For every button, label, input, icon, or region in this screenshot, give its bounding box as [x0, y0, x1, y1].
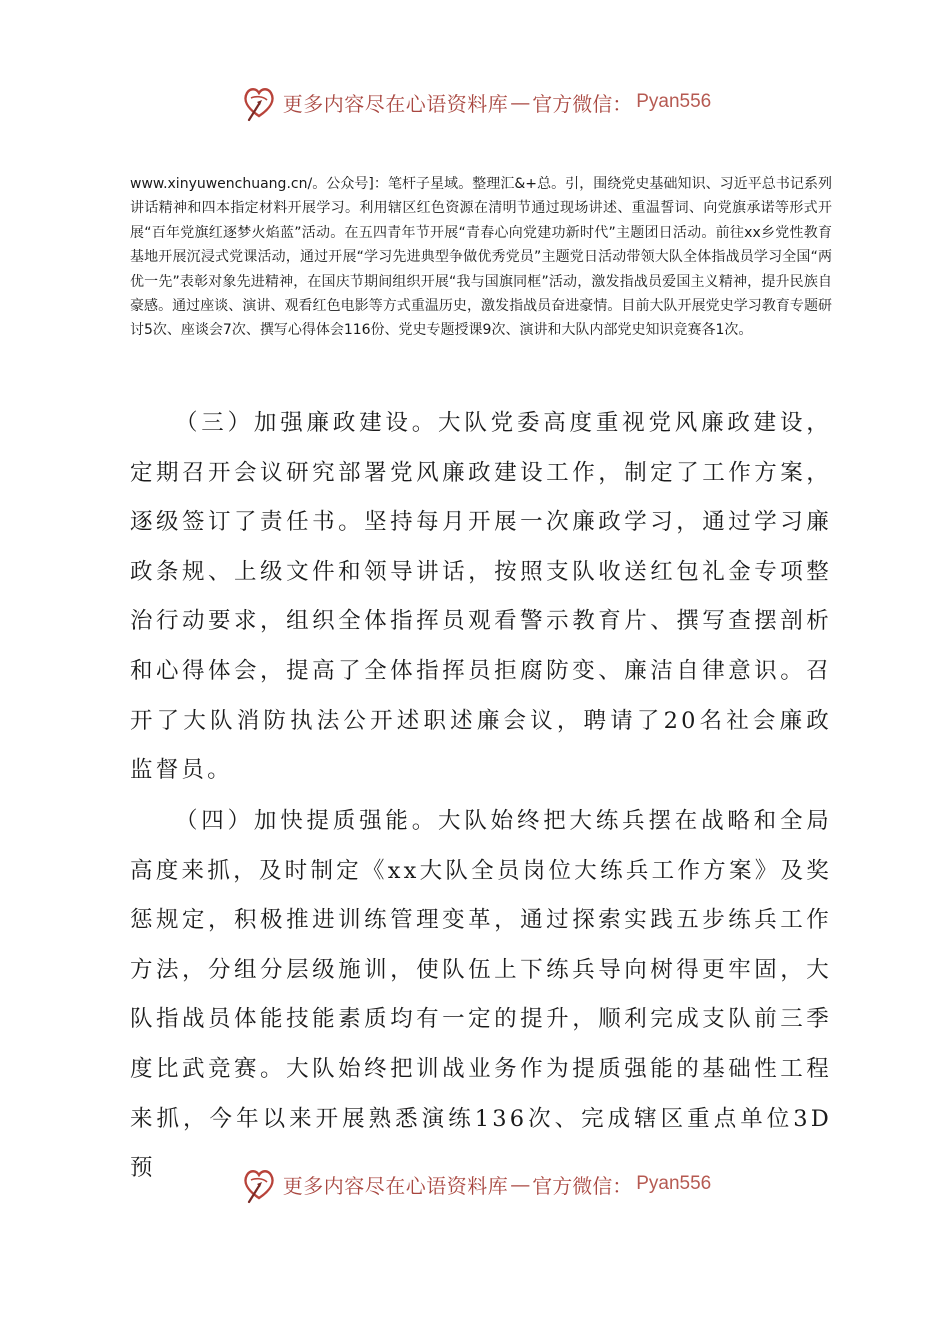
header-banner	[0, 80, 950, 124]
intro-paragraph: www.xinyuwenchuang.cn/。公众号]：笔杆子星域。整理汇&+总。引，围绕党史基础知识、习近平总书记系列讲话精神和四本指定材料开展学习。利用辖区红色资源在清明节通过现场讲述、重温誓词、向党旗承诺等形式开展“百年党旗红逐梦火焰蓝”活动。在五四青年节开展“青春心向党建功新时代”主题团日活动。前往xx乡党性教育基地开展沉浸式党课活动，通过开展“学习先进典型争做优秀党员”主题党日活动带领大队全体指战员学习全国“两优一先”表彰对象先进精神，在国庆节期间组织开展“我与国旗同框”活动，激发指战员爱国主义精神，提升民族自豪感。通过座谈、演讲、观看红色电影等方式重温历史，激发指战员奋进豪情。目前大队开展党史学习教育专题研讨5次、座谈会7次、撰写心得体会116份、党史专题授课9次、演讲和大队内部党史知识竞赛各1次。	[130, 176, 832, 339]
banner-wechat-label: 官方微信：	[532, 91, 633, 116]
footer-banner	[0, 1162, 950, 1206]
banner-title: 更多内容尽在心语资料库	[282, 1173, 509, 1198]
library-logo-icon	[239, 1164, 279, 1204]
library-logo-icon	[239, 82, 279, 122]
banner-wechat-label: 官方微信：	[532, 1173, 633, 1198]
banner-separator: —	[510, 1172, 531, 1196]
section-3-paragraph: （三）加强廉政建设。大队党委高度重视党风廉政建设，定期召开会议研究部署党风廉政建设工作，制定了工作方案，逐级签订了责任书。坚持每月开展一次廉政学习，通过学习廉政条规、上级文件和领导讲话，按照支队收送红包礼金专项整治行动要求，组织全体指挥员观看警示教育片、撰写查摆剖析和心得体会，提高了全体指挥员拒腐防变、廉洁自律意识。召开了大队消防执法公开述职述廉会议，聘请了20名社会廉政监督员。	[130, 410, 832, 784]
banner-wechat-id: Pyan556	[636, 91, 712, 112]
banner-title: 更多内容尽在心语资料库	[282, 91, 509, 116]
section-4-paragraph: （四）加快提质强能。大队始终把大练兵摆在战略和全局高度来抓，及时制定《xx大队全员岗位大练兵工作方案》及奖惩规定，积极推进训练管理变革，通过探索实践五步练兵工作方法，分组分层级施训，使队伍上下练兵导向树得更牢固，大队指战员体能技能素质均有一定的提升，顺利完成支队前三季度比武竞赛。大队始终把训战业务作为提质强能的基础性工程来抓，今年以来开展熟悉演练136次、完成辖区重点单位3D预	[130, 808, 832, 1182]
banner-separator: —	[510, 90, 531, 114]
banner-wechat-id: Pyan556	[636, 1173, 712, 1194]
